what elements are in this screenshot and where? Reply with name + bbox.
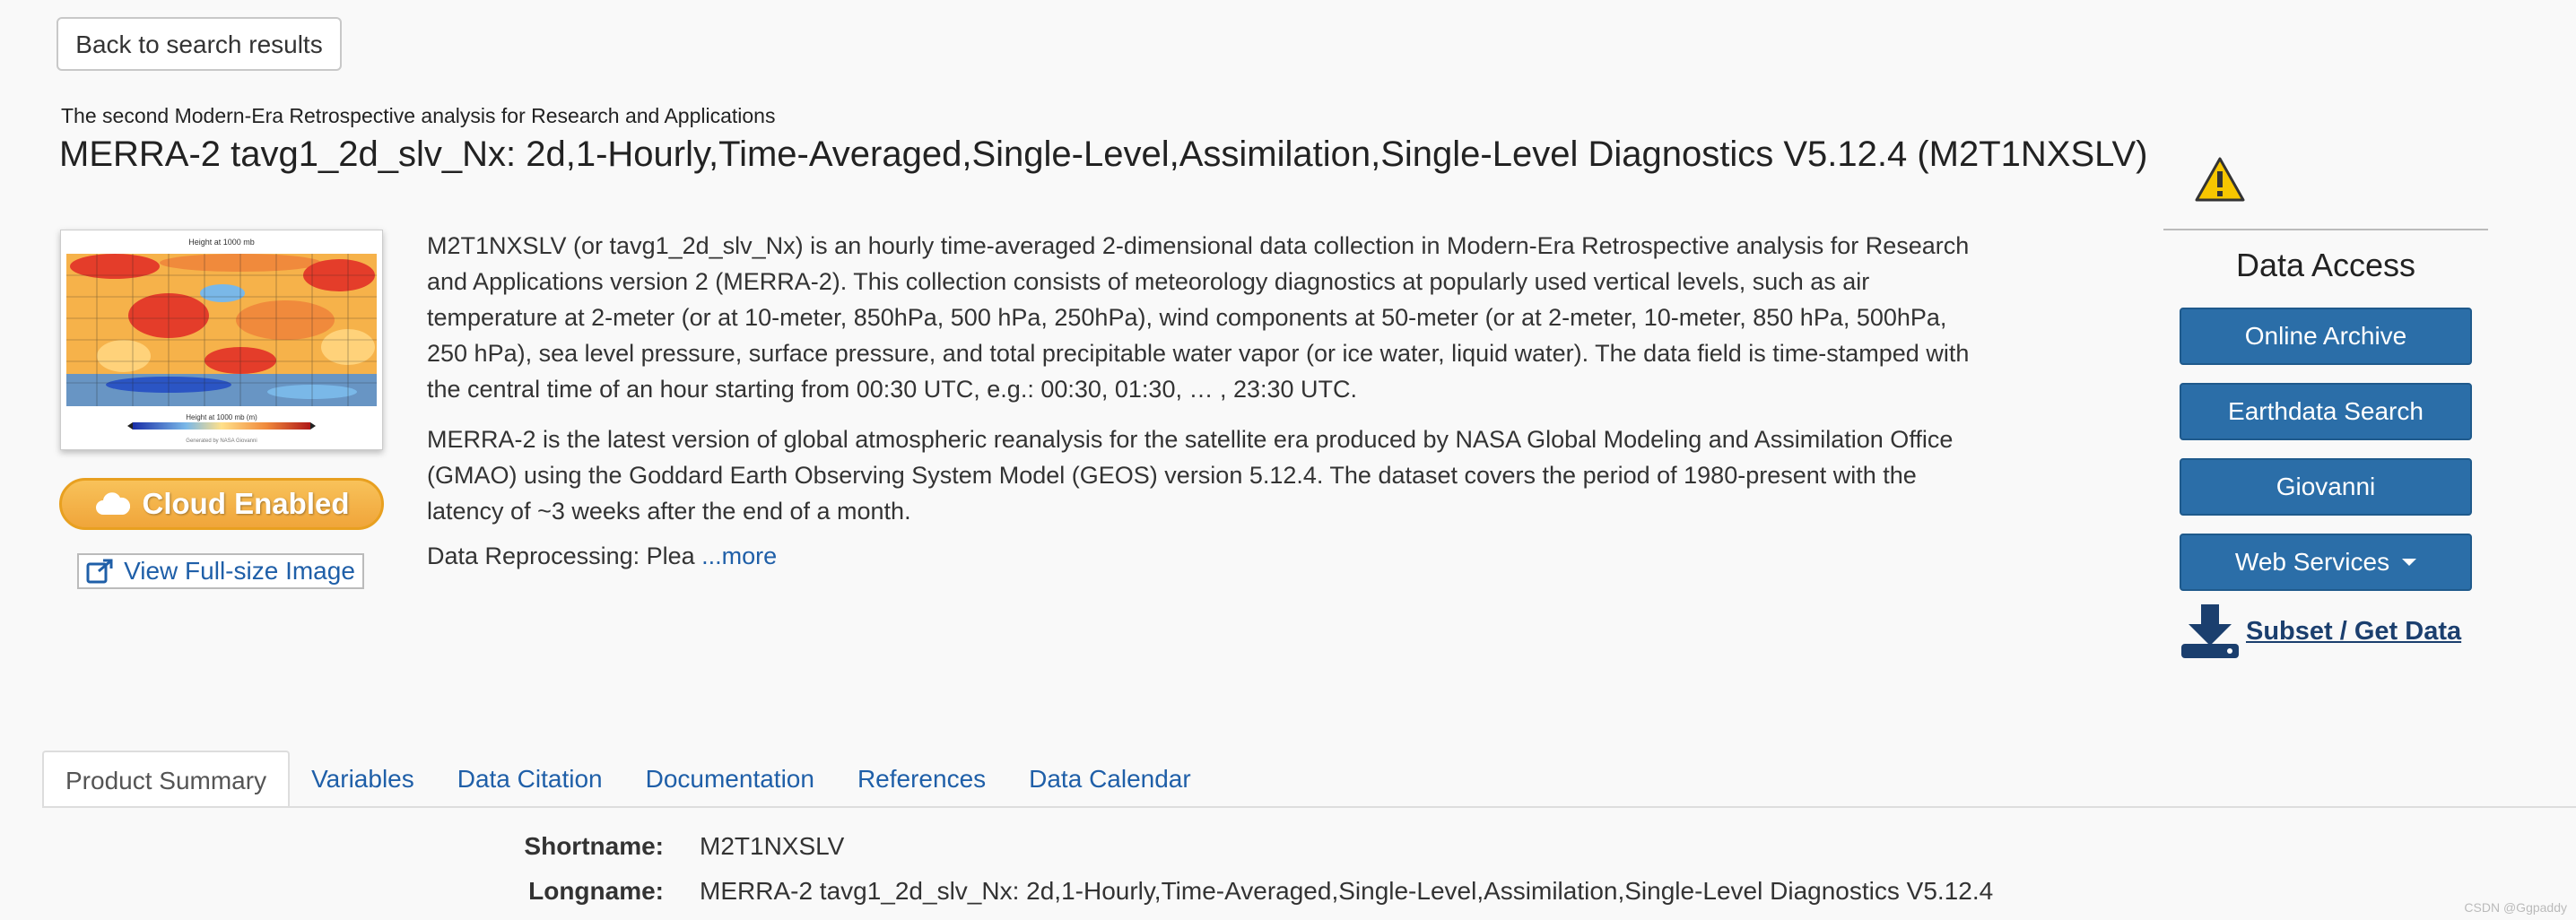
thumbnail-credit: Generated by NASA Giovanni	[186, 438, 257, 444]
product-tabs	[42, 751, 1213, 807]
summary-label: Longname:	[528, 877, 664, 905]
caret-down-icon	[2402, 559, 2416, 566]
reprocessing-note	[427, 538, 1970, 574]
online-archive-button[interactable]: Online Archive	[2180, 308, 2472, 365]
external-link-icon	[86, 559, 113, 584]
web-services-label: Web Services	[2234, 548, 2390, 576]
cloud-enabled-label: Cloud Enabled	[142, 487, 350, 520]
dataset-thumbnail[interactable]	[60, 230, 383, 450]
web-services-dropdown[interactable]	[2180, 534, 2472, 591]
back-to-search-button[interactable]: Back to search results	[57, 17, 342, 71]
tab-data-citation[interactable]: Data Citation	[457, 765, 603, 793]
tab-data-calendar[interactable]: Data Calendar	[1029, 765, 1191, 793]
giovanni-button[interactable]: Giovanni	[2180, 458, 2472, 516]
subset-get-data-label: Subset / Get Data	[2246, 616, 2462, 646]
colorbar-label: Height at 1000 mb (m)	[186, 413, 257, 421]
earthdata-search-button[interactable]: Earthdata Search	[2180, 383, 2472, 440]
tab-product-summary[interactable]: Product Summary	[42, 751, 290, 807]
download-icon	[2180, 603, 2241, 660]
data-access-heading: Data Access	[2235, 247, 2416, 283]
reprocessing-text: Data Reprocessing: Plea	[427, 542, 695, 569]
warning-icon[interactable]	[2194, 156, 2246, 203]
tab-documentation[interactable]: Documentation	[645, 765, 814, 793]
page-title: MERRA-2 tavg1_2d_slv_Nx: 2d,1-Hourly,Time-Averaged,Single-Level,Assimilation,Single-Level Diagnostics V5.12.4 (M2T1NXSLV)	[59, 135, 2148, 174]
subset-get-data-link[interactable]	[2180, 603, 2461, 660]
thumbnail-title: Height at 1000 mb	[188, 238, 255, 247]
data-access-divider	[2163, 229, 2488, 230]
watermark: CSDN @Ggpaddy	[2464, 900, 2567, 915]
summary-value: M2T1NXSLV	[700, 832, 845, 860]
view-full-size-image-link[interactable]	[77, 553, 364, 589]
description-paragraph: MERRA-2 is the latest version of global atmospheric reanalysis for the satellite era produced by NASA Global Modeling and Assimilation Office (GMAO) using the Goddard Earth Observing System Model (GEOS) version 5.12.4. The dataset covers the period of 1980-present with the latency of ~3 weeks after the end of a month.	[427, 426, 1954, 525]
description-paragraph: M2T1NXSLV (or tavg1_2d_slv_Nx) is an hourly time-averaged 2-dimensional data collection in Modern-Era Retrospective analysis for Research and Applications version 2 (MERRA-2). This collection consists of meteorology diagnostics at popularly used vertical levels, such as air temperature at 2-meter (or at 10-meter, 850hPa, 500 hPa, 250hPa), wind components at 50-meter (or at 2-meter, 10-meter, 850 hPa, 500hPa, 250 hPa), sea level pressure, surface pressure, and total precipitable water vapor (or ice water, liquid water). The data field is time-stamped with the central time of an hour starting from 00:30 UTC, e.g.: 00:30, 01:30, … , 23:30 UTC.	[427, 232, 1970, 403]
summary-row-longname	[0, 877, 1993, 906]
view-full-size-image-label: View Full-size Image	[124, 557, 355, 585]
tab-divider	[42, 806, 2576, 808]
dataset-description	[427, 228, 1970, 588]
cloud-icon	[94, 491, 130, 516]
summary-row-shortname	[0, 832, 844, 861]
summary-value: MERRA-2 tavg1_2d_slv_Nx: 2d,1-Hourly,Time-Averaged,Single-Level,Assimilation,Single-Level Diagnostics V5.12.4	[700, 877, 1994, 905]
more-link[interactable]: ...more	[694, 542, 778, 569]
summary-label: Shortname:	[524, 832, 664, 860]
tab-references[interactable]: References	[857, 765, 987, 793]
collection-subtitle: The second Modern-Era Retrospective analysis for Research and Applications	[61, 104, 776, 127]
tab-variables[interactable]: Variables	[311, 765, 414, 793]
cloud-enabled-badge	[59, 478, 384, 530]
